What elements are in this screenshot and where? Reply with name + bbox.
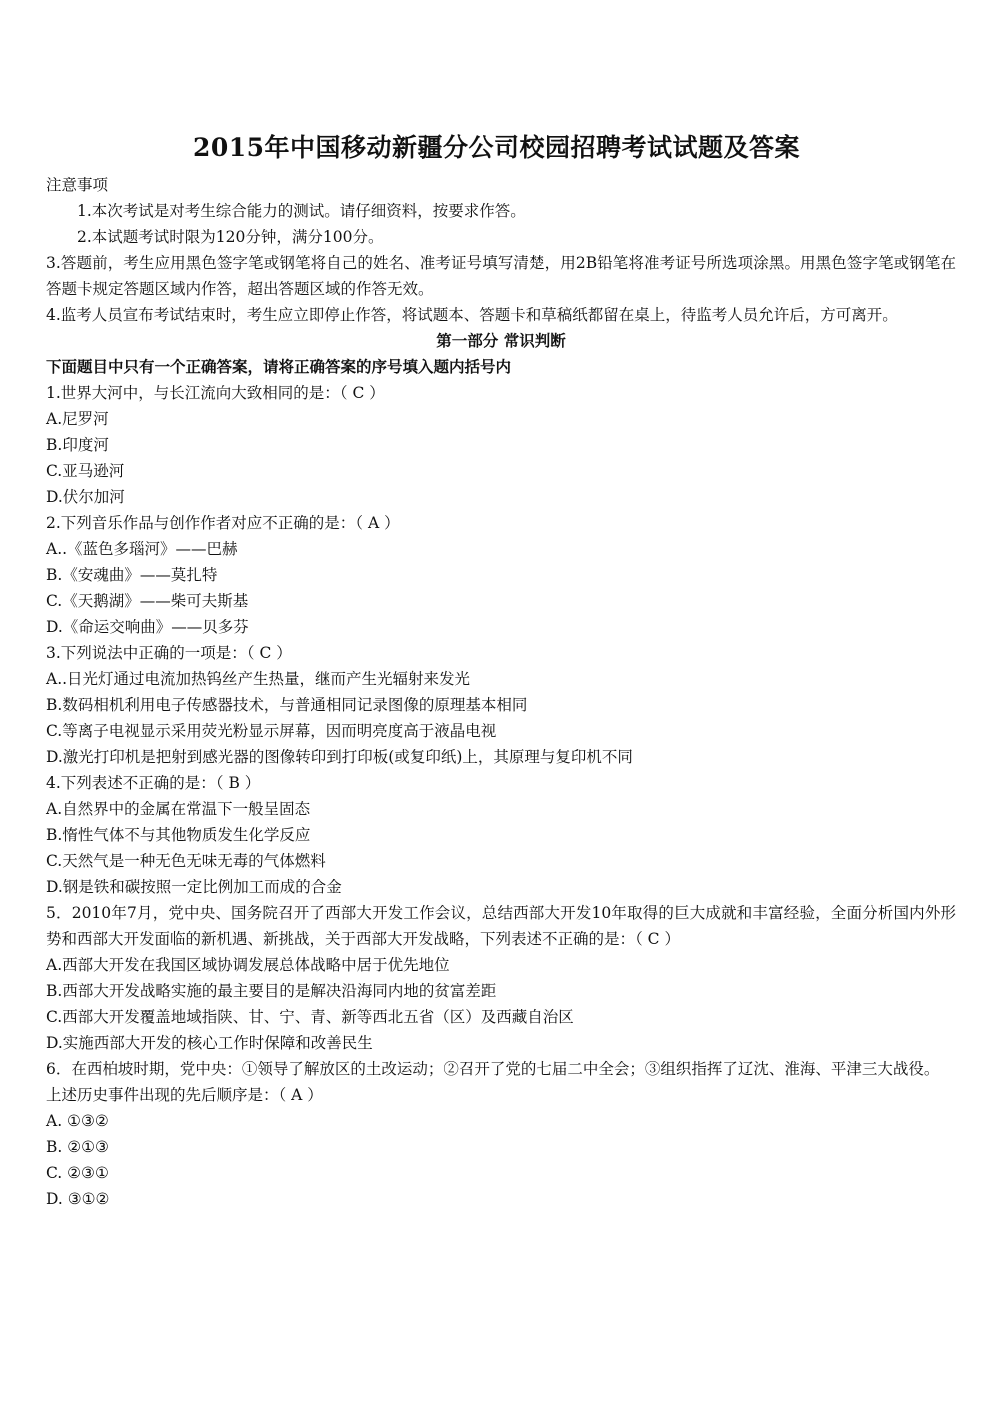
- question-option: C.《天鹅湖》——柴可夫斯基: [46, 592, 249, 610]
- notice-item: 2.本试题考试时限为120分钟，满分100分。: [77, 228, 384, 246]
- question-option: B. ②①③: [46, 1138, 109, 1156]
- question-option: C.亚马逊河: [46, 462, 125, 480]
- document-body: [46, 172, 956, 1212]
- question-stem: 3.下列说法中正确的一项是：（ C ）: [46, 644, 292, 662]
- question-option: D.钢是铁和碳按照一定比例加工而成的合金: [46, 878, 342, 896]
- section-title: 第一部分 常识判断: [436, 331, 566, 350]
- question-option: B.西部大开发战略实施的最主要目的是解决沿海同内地的贫富差距: [46, 982, 497, 1000]
- question: [46, 510, 956, 640]
- notice-item: 1.本次考试是对考生综合能力的测试。请仔细资料，按要求作答。: [77, 202, 526, 220]
- question-option: B.印度河: [46, 436, 109, 454]
- question-option: B.惰性气体不与其他物质发生化学反应: [46, 826, 311, 844]
- question: [46, 640, 956, 770]
- section-instruction: 下面题目中只有一个正确答案，请将正确答案的序号填入题内括号内: [46, 357, 512, 376]
- question: [46, 900, 956, 1056]
- notice-item: 3.答题前，考生应用黑色签字笔或钢笔将自己的姓名、准考证号填写清楚，用2B铅笔将准考证号所选项涂黑。用黑色签字笔或钢笔在答题卡规定答题区域内作答，超出答题区域的作答无效。: [46, 254, 956, 298]
- question-option: D.《命运交响曲》——贝多芬: [46, 618, 249, 636]
- question-option: D.实施西部大开发的核心工作时保障和改善民生: [46, 1034, 373, 1052]
- notice-item: 4.监考人员宣布考试结束时，考生应立即停止作答，将试题本、答题卡和草稿纸都留在桌上，待监考人员允许后，方可离开。: [46, 306, 898, 324]
- question: [46, 380, 956, 510]
- question-stem: 1.世界大河中，与长江流向大致相同的是：（ C ）: [46, 384, 385, 402]
- question-option: C.等离子电视显示采用荧光粉显示屏幕，因而明亮度高于液晶电视: [46, 722, 497, 740]
- question-option: D. ③①②: [46, 1190, 110, 1208]
- question-option: C.天然气是一种无色无味无毒的气体燃料: [46, 852, 326, 870]
- document-title: 2015年中国移动新疆分公司校园招聘考试试题及答案: [192, 133, 801, 162]
- question-stem: 4.下列表述不正确的是：（ B ）: [46, 774, 261, 792]
- question-stem: 6．在西柏坡时期，党中央：①领导了解放区的土改运动；②召开了党的七届二中全会；③组织指挥了辽沈、淮海、平津三大战役。: [46, 1060, 940, 1078]
- question-option: A..《蓝色多瑙河》——巴赫: [46, 540, 238, 558]
- question-option: D.激光打印机是把射到感光器的图像转印到打印板(或复印纸)上，其原理与复印机不同: [46, 748, 633, 766]
- question-option: C. ②③①: [46, 1164, 109, 1182]
- question-option: D.伏尔加河: [46, 488, 125, 506]
- question-option: A.自然界中的金属在常温下一般呈固态: [46, 800, 311, 818]
- notice-heading: 注意事项: [46, 176, 109, 194]
- question: [46, 1056, 956, 1212]
- question-option: C.西部大开发覆盖地域指陕、甘、宁、青、新等西北五省（区）及西藏自治区: [46, 1008, 574, 1026]
- question-sub-stem: 上述历史事件出现的先后顺序是：（ A ）: [46, 1086, 323, 1104]
- question-option: B.数码相机利用电子传感器技术，与普通相同记录图像的原理基本相同: [46, 696, 528, 714]
- question-option: A.尼罗河: [46, 410, 109, 428]
- question-option: A..日光灯通过电流加热钨丝产生热量，继而产生光辐射来发光: [46, 670, 471, 688]
- question-option: A.西部大开发在我国区域协调发展总体战略中居于优先地位: [46, 956, 450, 974]
- question-option: A. ①③②: [46, 1112, 109, 1130]
- question: [46, 770, 956, 900]
- question-stem: 2.下列音乐作品与创作作者对应不正确的是：（ A ）: [46, 514, 400, 532]
- question-option: B.《安魂曲》——莫扎特: [46, 566, 218, 584]
- question-stem: 5．2010年7月，党中央、国务院召开了西部大开发工作会议，总结西部大开发10年取得的巨大成就和丰富经验，全面分析国内外形势和西部大开发面临的新机遇、新挑战，关于西部大开发战略，下列表述不正确的是：（ C ）: [46, 904, 956, 948]
